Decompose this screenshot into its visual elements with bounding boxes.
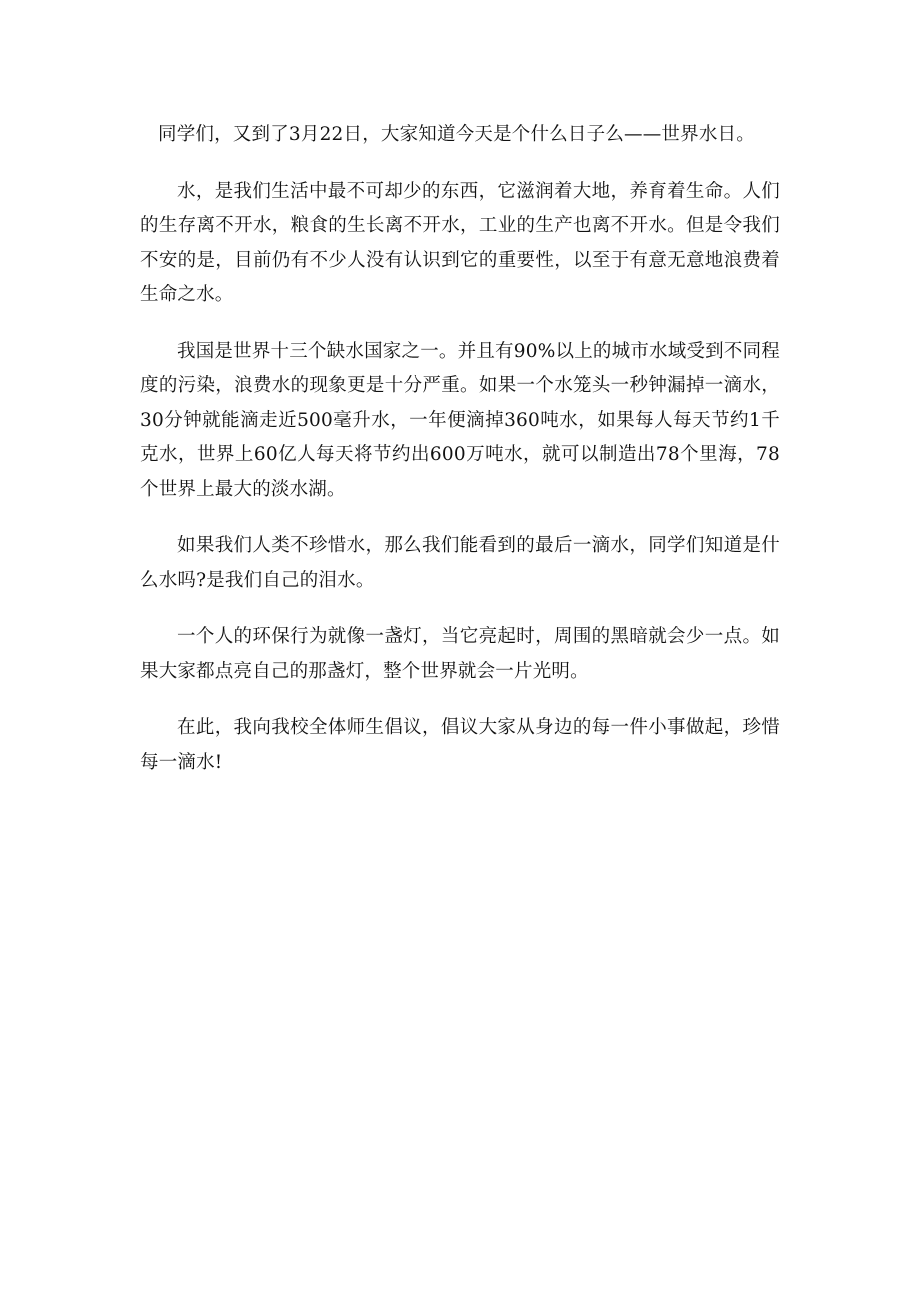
paragraph-4: 如果我们人类不珍惜水，那么我们能看到的最后一滴水，同学们知道是什么水吗?是我们自己的泪水。	[140, 535, 780, 591]
paragraph-1: 同学们，又到了3月22日，大家知道今天是个什么日子么——世界水日。	[158, 124, 755, 145]
paragraph-2: 水，是我们生活中最不可却少的东西，它滋润着大地，养育着生命。人们的生存离不开水，粮食的生长离不开水，工业的生产也离不开水。但是令我们不安的是，目前仍有不少人没有认识到它的重要性，以至于有意无意地浪费着生命之水。	[140, 180, 780, 305]
paragraph-3: 我国是世界十三个缺水国家之一。并且有90%以上的城市水域受到不同程度的污染，浪费水的现象更是十分严重。如果一个水笼头一秒钟漏掉一滴水，30分钟就能滴走近500毫升水，一年便滴掉360吨水，如果每人每天节约1千克水，世界上60亿人每天将节约出600万吨水，就可以制造出78个里海，78个世界上最大的淡水湖。	[140, 340, 780, 500]
paragraph-6: 在此，我向我校全体师生倡议，倡议大家从身边的每一件小事做起，珍惜每一滴水!	[140, 717, 780, 773]
document-body	[140, 118, 780, 802]
paragraph-5: 一个人的环保行为就像一盏灯，当它亮起时，周围的黑暗就会少一点。如果大家都点亮自己的那盏灯，整个世界就会一片光明。	[140, 626, 780, 682]
